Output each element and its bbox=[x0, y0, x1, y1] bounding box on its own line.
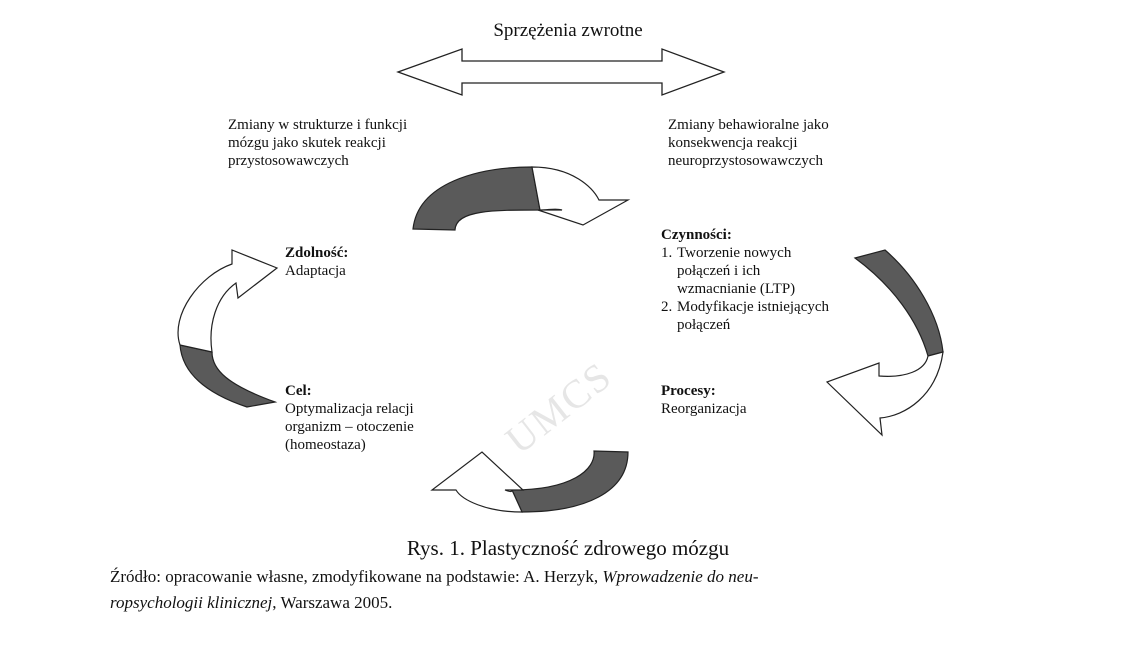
zdolnosc-text: Adaptacja bbox=[285, 263, 346, 279]
top-left-text bbox=[228, 116, 407, 170]
cycle-arrow-left-dark bbox=[180, 345, 275, 407]
czynnosci-list bbox=[661, 244, 861, 334]
cel-block bbox=[285, 382, 414, 454]
source-title: Wprowadzenie do neu-ropsychologii klinicznej bbox=[110, 567, 759, 612]
top-right-line: neuroprzystosowawczych bbox=[668, 153, 823, 169]
cycle-arrow-top-head bbox=[532, 167, 628, 225]
top-left-line: Zmiany w strukturze i funkcji bbox=[228, 117, 408, 133]
top-right-line: konsekwencja reakcji bbox=[668, 135, 798, 151]
czynnosci-block bbox=[661, 226, 861, 334]
zdolnosc-block bbox=[285, 244, 348, 280]
list-item bbox=[661, 244, 861, 298]
diagram-title: Sprzężenia zwrotne bbox=[493, 20, 643, 41]
cel-line: (homeostaza) bbox=[285, 437, 366, 453]
list-item-line: połączeń bbox=[677, 317, 731, 333]
list-item-line: Modyfikacje istniejących bbox=[677, 299, 830, 315]
double-arrow-icon bbox=[398, 49, 724, 95]
list-item-line: Tworzenie nowych bbox=[677, 245, 792, 261]
procesy-block bbox=[661, 382, 747, 418]
top-right-text bbox=[668, 116, 829, 170]
cycle-arrow-right-dark bbox=[855, 250, 943, 356]
top-left-line: mózgu jako skutek reakcji bbox=[228, 135, 386, 151]
list-item-number: 1. bbox=[661, 245, 673, 261]
list-item-line: wzmacnianie (LTP) bbox=[677, 281, 796, 297]
cel-heading: Cel: bbox=[285, 383, 312, 399]
cycle-arrow-top-dark bbox=[413, 167, 540, 230]
cel-line: organizm – otoczenie bbox=[285, 419, 414, 435]
source-suffix: , Warszawa 2005. bbox=[272, 593, 393, 612]
top-left-line: przystosowawczych bbox=[228, 153, 349, 169]
cel-line: Optymalizacja relacji bbox=[285, 401, 414, 417]
cycle-arrow-right-head bbox=[827, 352, 943, 435]
figure-caption: Rys. 1. Plastyczność zdrowego mózgu bbox=[406, 536, 730, 560]
watermark: UMCS bbox=[497, 352, 621, 463]
list-item-line: połączeń i ich bbox=[677, 263, 761, 279]
figure-source bbox=[110, 564, 810, 616]
cycle-arrow-left-head bbox=[178, 250, 277, 352]
source-prefix: Źródło: opracowanie własne, zmodyfikowane na podstawie: A. Herzyk, bbox=[110, 567, 603, 586]
cycle-arrow-bottom-head bbox=[432, 452, 523, 512]
list-item-number: 2. bbox=[661, 299, 673, 315]
list-item bbox=[661, 298, 861, 334]
zdolnosc-heading: Zdolność: bbox=[285, 245, 349, 261]
procesy-heading: Procesy: bbox=[661, 383, 716, 399]
procesy-text: Reorganizacja bbox=[661, 401, 747, 417]
czynnosci-heading: Czynności: bbox=[661, 227, 732, 243]
top-right-line: Zmiany behawioralne jako bbox=[668, 117, 829, 133]
